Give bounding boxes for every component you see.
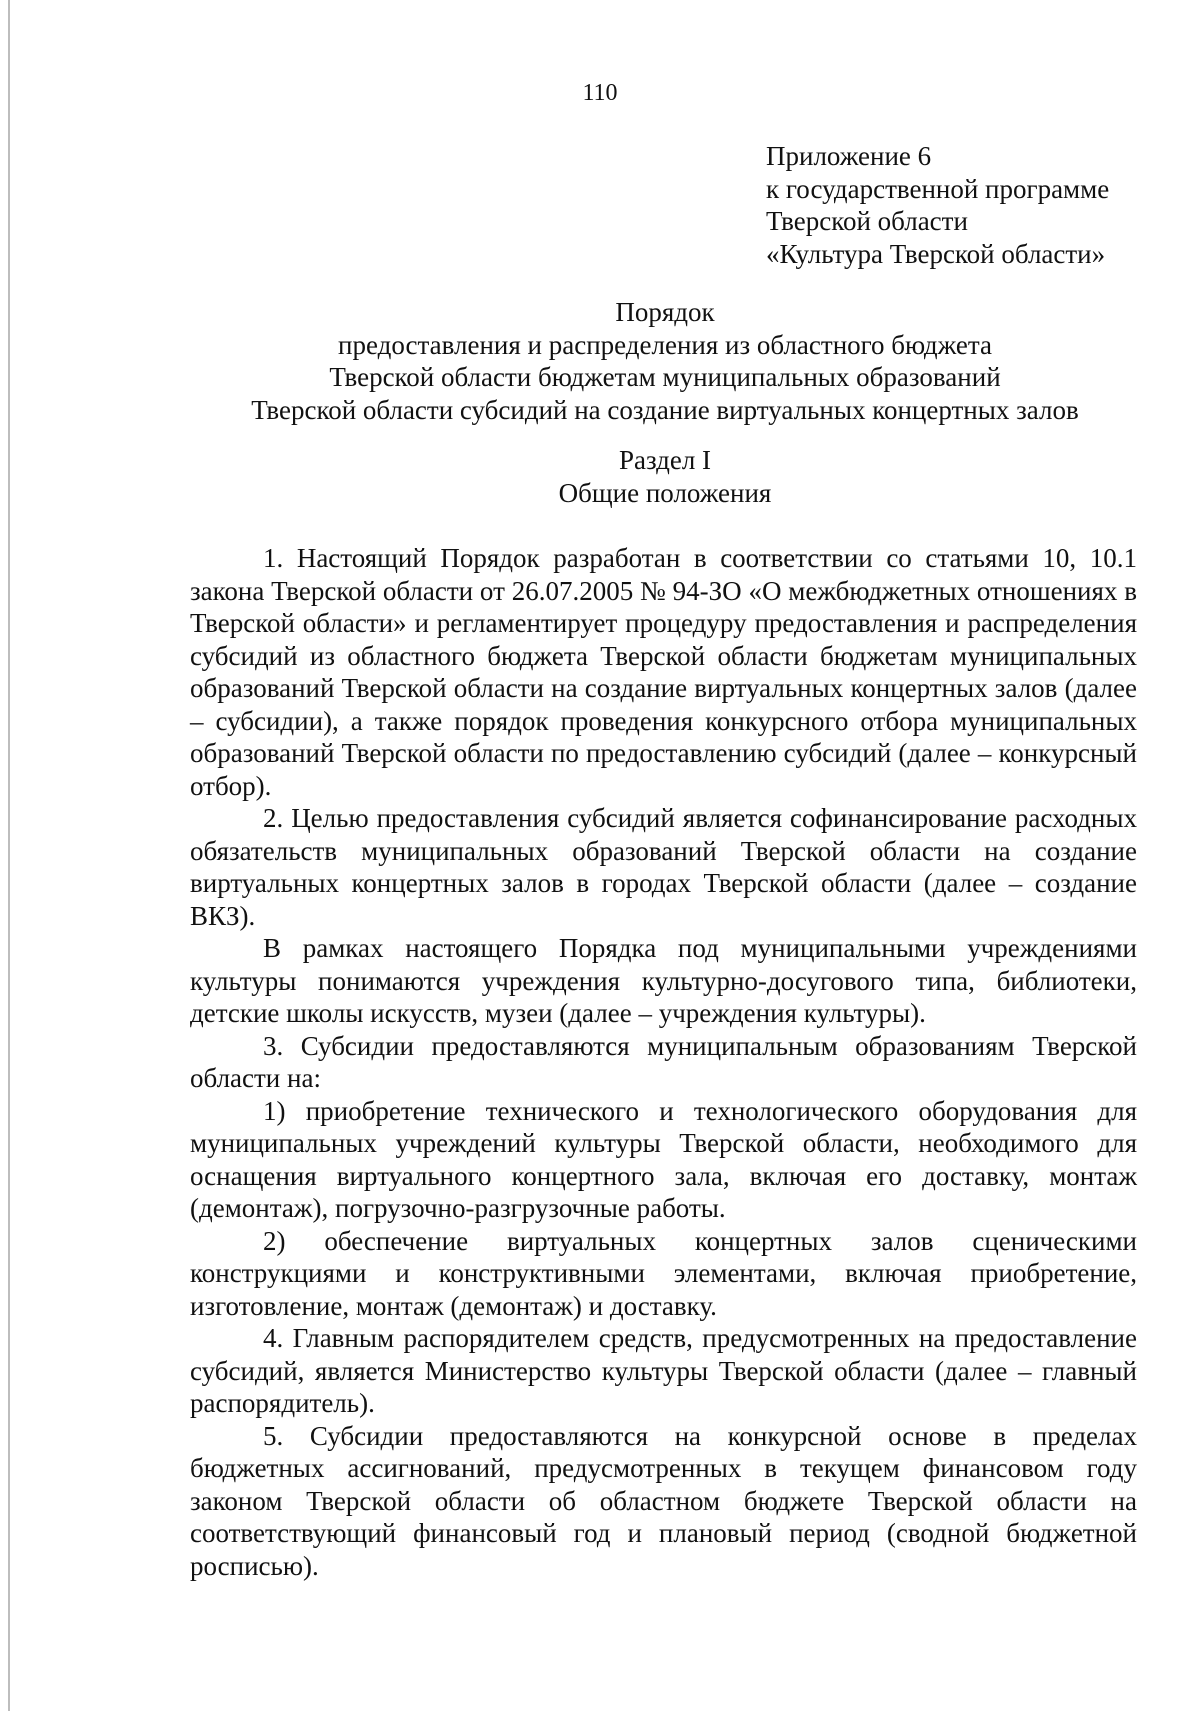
paragraph-2-definition: В рамках настоящего Порядка под муниципальными учреждениями культуры понимаются учреждения культурно-досугового типа, библиотеки, детские школы искусств, музеи (далее – учреждения культуры). (190, 933, 1137, 1028)
appendix-line-2: к государственной программе (766, 173, 1110, 204)
paragraph-2: 2. Целью предоставления субсидий является софинансирование расходных обязательств муниципальных образований Тверской области на создание виртуальных концертных залов в городах Тверской области (далее – создание ВКЗ). (190, 803, 1137, 931)
paragraph-3-item-2: 2) обеспечение виртуальных концертных залов сценическими конструкциями и конструктивными элементами, включая приобретение, изготовление, монтаж (демонтаж) и доставку. (190, 1225, 1137, 1321)
appendix-line-3: Тверской области (766, 206, 968, 236)
section-name: Общие положения (558, 477, 772, 508)
section-number: Раздел I (618, 445, 712, 475)
page-number: 110 (582, 80, 618, 106)
title-line-2: Тверской области бюджетам муниципальных образований (329, 362, 1001, 392)
title-heading: Порядок (615, 297, 715, 327)
scan-page-edge (8, 0, 10, 1711)
paragraph-4: 4. Главным распорядителем средств, предусмотренных на предоставление субсидий, является Министерство культуры Тверской области (далее – главный распорядитель). (190, 1323, 1137, 1418)
title-line-1: предоставления и распределения из областного бюджета (338, 329, 992, 360)
paragraph-5: 5. Субсидии предоставляются на конкурсной основе в пределах бюджетных ассигнований, предусмотренных в текущем финансовом году законом Тверской области об областном бюджете Тверской области на соответствующий финансовый год и плановый период (сводной бюджетной росписью). (190, 1420, 1137, 1581)
body-text (190, 542, 1137, 1582)
paragraph-3-item-1: 1) приобретение технического и технологического оборудования для муниципальных учреждений культуры Тверской области, необходимого для оснащения виртуального концертного зала, включая его доставку, монтаж (демонтаж), погрузочно-разгрузочные работы. (190, 1095, 1137, 1223)
paragraph-3: 3. Субсидии предоставляются муниципальным образованиям Тверской области на: (190, 1030, 1137, 1093)
title-line-3: Тверской области субсидий на создание виртуальных концертных залов (251, 394, 1079, 425)
appendix-line-1: Приложение 6 (766, 141, 932, 171)
appendix-header (766, 140, 1109, 270)
paragraph-1: 1. Настоящий Порядок разработан в соответствии со статьями 10, 10.1 закона Тверской области от 26.07.2005 № 94-ЗО «О межбюджетных отношениях в Тверской области» и регламентирует процедуру предоставления и распределения субсидий из областного бюджета Тверской области бюджетам муниципальных образований Тверской области на создание виртуальных концертных залов (далее – субсидии), а также порядок проведения конкурсного отбора муниципальных образований Тверской области по предоставлению субсидий (далее – конкурсный отбор). (190, 543, 1137, 801)
appendix-line-4: «Культура Тверской области» (766, 238, 1106, 269)
section-heading (190, 444, 1140, 509)
document-title (190, 296, 1140, 426)
